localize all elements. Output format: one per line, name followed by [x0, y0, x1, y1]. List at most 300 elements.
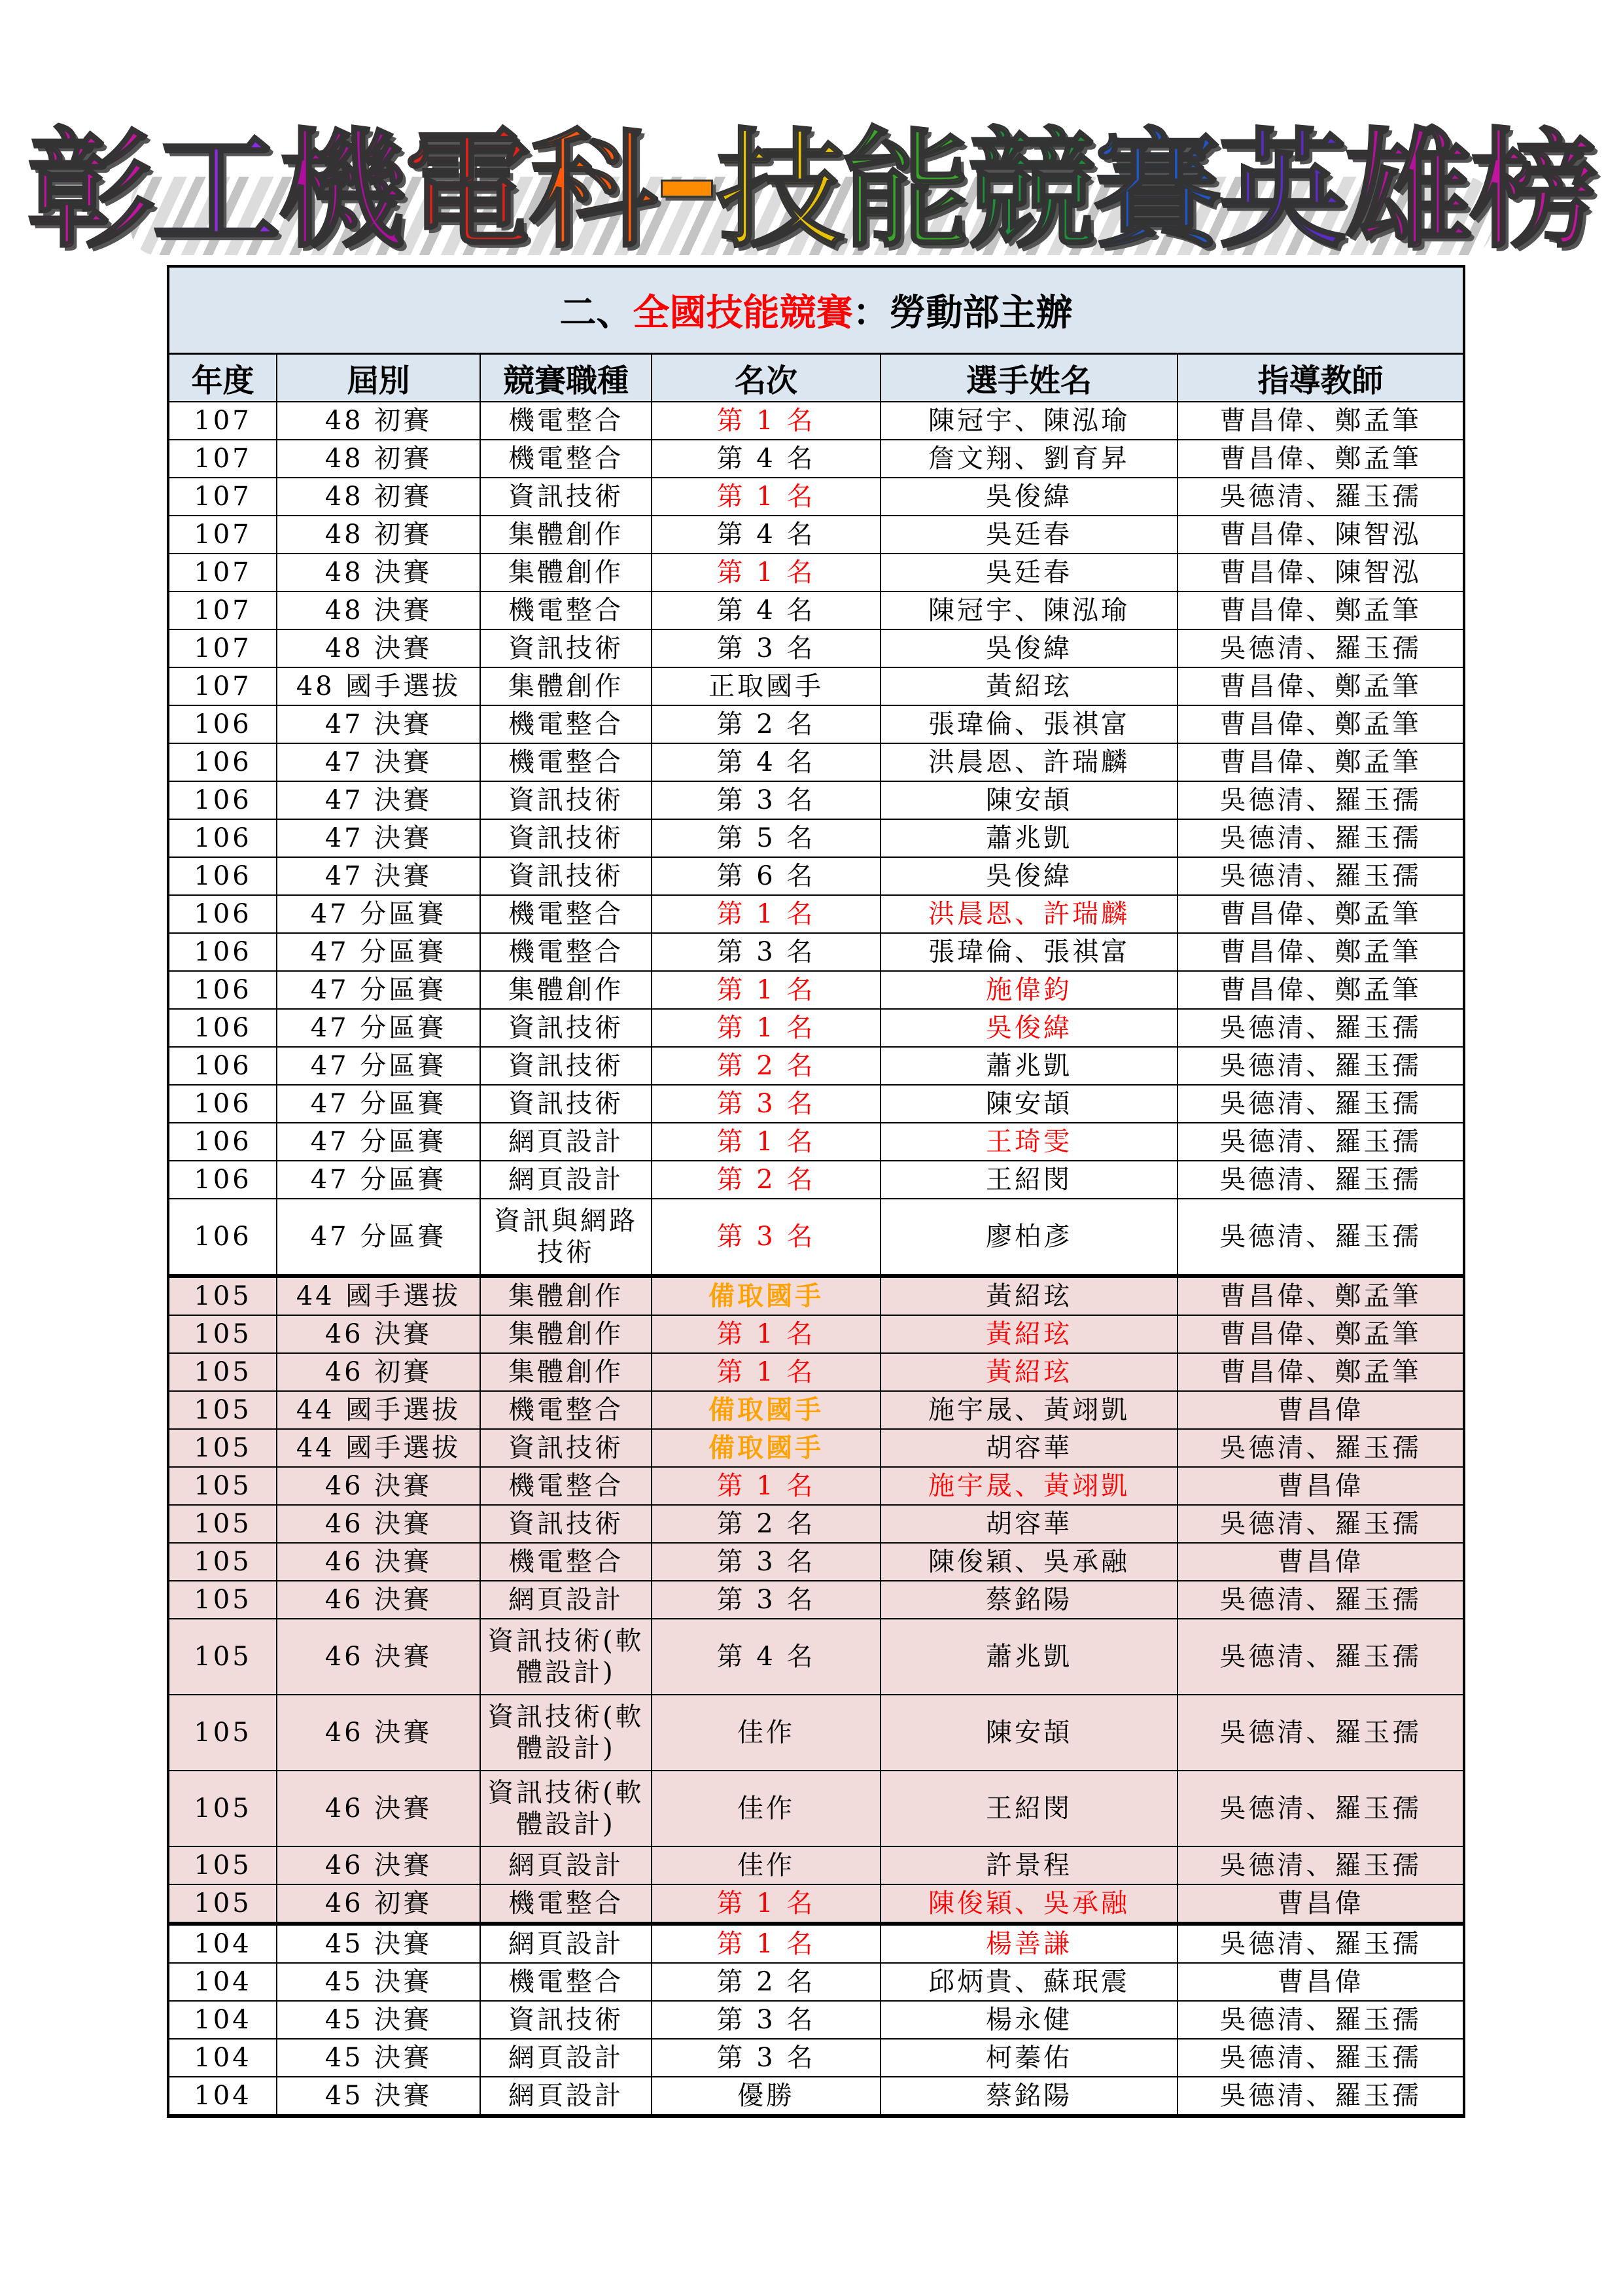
cell-trade: 資訊技術(軟體設計): [480, 1771, 652, 1846]
cell-year: 106: [169, 819, 277, 857]
cell-session: 46 決賽: [277, 1695, 480, 1771]
cell-year: 107: [169, 516, 277, 554]
table-row: [169, 895, 1463, 933]
cell-players: 張瑋倫、張祺富: [881, 705, 1178, 743]
table-row: [169, 1771, 1463, 1846]
cell-trade: 集體創作: [480, 554, 652, 592]
cell-session: 46 初賽: [277, 1353, 480, 1391]
cell-trade: 集體創作: [480, 516, 652, 554]
cell-teachers: 吳德清、羅玉孺: [1178, 819, 1463, 857]
cell-rank: 第 3 名: [652, 1581, 881, 1619]
header-year: 年度: [169, 355, 277, 402]
banner-title-char: 科: [529, 116, 655, 266]
table-row: [169, 1085, 1463, 1123]
cell-teachers: 吳德清、羅玉孺: [1178, 1619, 1463, 1695]
cell-teachers: 吳德清、羅玉孺: [1178, 1505, 1463, 1543]
cell-rank: 第 3 名: [652, 2039, 881, 2077]
cell-session: 46 決賽: [277, 1505, 480, 1543]
cell-session: 44 國手選拔: [277, 1276, 480, 1315]
cell-session: 47 分區賽: [277, 1047, 480, 1085]
cell-rank: 第 1 名: [652, 1467, 881, 1505]
results-sheet: [167, 265, 1465, 2118]
cell-session: 47 分區賽: [277, 1085, 480, 1123]
table-row: [169, 1123, 1463, 1161]
cell-session: 48 決賽: [277, 554, 480, 592]
cell-players: 蕭兆凱: [881, 1619, 1178, 1695]
cell-rank: 第 4 名: [652, 592, 881, 629]
cell-year: 105: [169, 1429, 277, 1467]
cell-rank: 第 1 名: [652, 1123, 881, 1161]
table-row: [169, 402, 1463, 440]
cell-session: 47 決賽: [277, 781, 480, 819]
cell-players: 黃紹玹: [881, 1276, 1178, 1315]
cell-year: 104: [169, 2039, 277, 2077]
cell-teachers: 吳德清、羅玉孺: [1178, 1924, 1463, 1963]
cell-players: 吳俊緯: [881, 1009, 1178, 1047]
caption-suffix: ：勞動部主辦: [852, 292, 1073, 334]
banner-title-char: 賽: [1093, 116, 1219, 266]
cell-year: 105: [169, 1543, 277, 1581]
cell-teachers: 曹昌偉、鄭孟筆: [1178, 667, 1463, 705]
cell-players: 蔡銘陽: [881, 2077, 1178, 2115]
table-row: [169, 1353, 1463, 1391]
cell-session: 47 分區賽: [277, 1009, 480, 1047]
table-row: [169, 1619, 1463, 1695]
cell-year: 106: [169, 1123, 277, 1161]
cell-trade: 資訊技術(軟體設計): [480, 1695, 652, 1771]
cell-year: 106: [169, 1009, 277, 1047]
table-row: [169, 743, 1463, 781]
cell-trade: 機電整合: [480, 1391, 652, 1429]
cell-teachers: 曹昌偉、鄭孟筆: [1178, 402, 1463, 440]
table-row: [169, 857, 1463, 895]
cell-trade: 機電整合: [480, 1884, 652, 1924]
cell-trade: 網頁設計: [480, 1123, 652, 1161]
cell-year: 106: [169, 1047, 277, 1085]
cell-trade: 資訊技術: [480, 819, 652, 857]
cell-players: 廖柏彥: [881, 1199, 1178, 1276]
cell-teachers: 吳德清、羅玉孺: [1178, 1123, 1463, 1161]
cell-teachers: 曹昌偉: [1178, 1963, 1463, 2001]
cell-players: 黃紹玹: [881, 667, 1178, 705]
cell-players: 楊永健: [881, 2001, 1178, 2039]
table-row: [169, 1846, 1463, 1884]
cell-trade: 資訊技術: [480, 629, 652, 667]
table-caption: [169, 268, 1463, 355]
cell-session: 45 決賽: [277, 1963, 480, 2001]
cell-year: 106: [169, 705, 277, 743]
banner-title: [26, 98, 1596, 266]
cell-players: 吳廷春: [881, 554, 1178, 592]
cell-session: 47 決賽: [277, 857, 480, 895]
cell-session: 45 決賽: [277, 2001, 480, 2039]
cell-players: 黃紹玹: [881, 1315, 1178, 1353]
cell-year: 107: [169, 402, 277, 440]
cell-rank: 第 1 名: [652, 1009, 881, 1047]
cell-session: 48 國手選拔: [277, 667, 480, 705]
cell-rank: 第 6 名: [652, 857, 881, 895]
cell-teachers: 吳德清、羅玉孺: [1178, 781, 1463, 819]
cell-trade: 機電整合: [480, 402, 652, 440]
cell-year: 105: [169, 1315, 277, 1353]
cell-rank: 佳作: [652, 1771, 881, 1846]
cell-session: 47 分區賽: [277, 1161, 480, 1199]
cell-rank: 備取國手: [652, 1391, 881, 1429]
cell-trade: 資訊與網路技術: [480, 1199, 652, 1276]
cell-rank: 第 3 名: [652, 1085, 881, 1123]
table-row: [169, 592, 1463, 629]
table-row: [169, 1199, 1463, 1276]
table-row: [169, 1429, 1463, 1467]
table-row: [169, 1391, 1463, 1429]
cell-trade: 機電整合: [480, 592, 652, 629]
banner-title-char: 彰: [26, 116, 152, 266]
cell-teachers: 吳德清、羅玉孺: [1178, 1161, 1463, 1199]
cell-teachers: 吳德清、羅玉孺: [1178, 1695, 1463, 1771]
caption-prefix: 二、: [559, 292, 633, 334]
cell-players: 施偉鈞: [881, 971, 1178, 1009]
cell-players: 詹文翔、劉育昇: [881, 440, 1178, 478]
cell-teachers: 曹昌偉、鄭孟筆: [1178, 1353, 1463, 1391]
cell-trade: 機電整合: [480, 1963, 652, 2001]
cell-trade: 集體創作: [480, 1315, 652, 1353]
cell-year: 107: [169, 554, 277, 592]
cell-rank: 正取國手: [652, 667, 881, 705]
cell-players: 吳廷春: [881, 516, 1178, 554]
cell-session: 48 決賽: [277, 629, 480, 667]
cell-year: 105: [169, 1846, 277, 1884]
cell-players: 洪晨恩、許瑞麟: [881, 743, 1178, 781]
cell-teachers: 曹昌偉、鄭孟筆: [1178, 743, 1463, 781]
cell-teachers: 吳德清、羅玉孺: [1178, 1771, 1463, 1846]
cell-players: 王琦雯: [881, 1123, 1178, 1161]
table-row: [169, 1276, 1463, 1315]
cell-players: 王紹閔: [881, 1161, 1178, 1199]
cell-trade: 集體創作: [480, 1353, 652, 1391]
cell-rank: 備取國手: [652, 1276, 881, 1315]
cell-players: 吳俊緯: [881, 478, 1178, 516]
cell-session: 46 決賽: [277, 1846, 480, 1884]
table-row: [169, 2039, 1463, 2077]
cell-trade: 網頁設計: [480, 1924, 652, 1963]
cell-players: 柯蓁佑: [881, 2039, 1178, 2077]
cell-session: 46 決賽: [277, 1771, 480, 1846]
cell-session: 46 決賽: [277, 1619, 480, 1695]
table-row: [169, 1467, 1463, 1505]
cell-players: 陳俊穎、吳承融: [881, 1543, 1178, 1581]
cell-rank: 第 1 名: [652, 1924, 881, 1963]
cell-teachers: 曹昌偉: [1178, 1467, 1463, 1505]
cell-rank: 第 4 名: [652, 743, 881, 781]
cell-trade: 資訊技術: [480, 1505, 652, 1543]
table-row: [169, 1581, 1463, 1619]
table-row: [169, 1543, 1463, 1581]
cell-rank: 第 3 名: [652, 629, 881, 667]
cell-trade: 資訊技術: [480, 1085, 652, 1123]
cell-players: 施宇晟、黃翊凱: [881, 1391, 1178, 1429]
cell-teachers: 吳德清、羅玉孺: [1178, 1199, 1463, 1276]
cell-teachers: 吳德清、羅玉孺: [1178, 478, 1463, 516]
cell-session: 46 決賽: [277, 1467, 480, 1505]
cell-rank: 第 3 名: [652, 2001, 881, 2039]
cell-rank: 佳作: [652, 1695, 881, 1771]
cell-teachers: 吳德清、羅玉孺: [1178, 2039, 1463, 2077]
cell-teachers: 曹昌偉: [1178, 1884, 1463, 1924]
cell-rank: 第 1 名: [652, 895, 881, 933]
cell-teachers: 曹昌偉: [1178, 1543, 1463, 1581]
banner-title-char: –: [654, 105, 716, 255]
cell-year: 106: [169, 971, 277, 1009]
cell-teachers: 曹昌偉、鄭孟筆: [1178, 971, 1463, 1009]
cell-rank: 第 3 名: [652, 933, 881, 971]
cell-session: 47 決賽: [277, 819, 480, 857]
cell-players: 黃紹玹: [881, 1353, 1178, 1391]
cell-trade: 網頁設計: [480, 1161, 652, 1199]
cell-session: 47 分區賽: [277, 971, 480, 1009]
table-row: [169, 554, 1463, 592]
table-row: [169, 629, 1463, 667]
header-rank: 名次: [652, 355, 881, 402]
cell-teachers: 吳德清、羅玉孺: [1178, 1429, 1463, 1467]
cell-session: 45 決賽: [277, 2039, 480, 2077]
results-table: [169, 355, 1463, 2115]
cell-year: 105: [169, 1353, 277, 1391]
table-row: [169, 1009, 1463, 1047]
cell-trade: 資訊技術: [480, 1009, 652, 1047]
cell-teachers: 曹昌偉: [1178, 1391, 1463, 1429]
cell-teachers: 吳德清、羅玉孺: [1178, 857, 1463, 895]
cell-rank: 備取國手: [652, 1429, 881, 1467]
cell-trade: 機電整合: [480, 895, 652, 933]
cell-session: 48 初賽: [277, 516, 480, 554]
cell-trade: 資訊技術: [480, 857, 652, 895]
cell-teachers: 曹昌偉、鄭孟筆: [1178, 592, 1463, 629]
cell-session: 46 決賽: [277, 1543, 480, 1581]
cell-players: 蕭兆凱: [881, 1047, 1178, 1085]
cell-session: 44 國手選拔: [277, 1391, 480, 1429]
cell-session: 44 國手選拔: [277, 1429, 480, 1467]
table-row: [169, 1695, 1463, 1771]
cell-year: 107: [169, 478, 277, 516]
cell-players: 施宇晟、黃翊凱: [881, 1467, 1178, 1505]
cell-trade: 機電整合: [480, 1467, 652, 1505]
cell-trade: 資訊技術: [480, 781, 652, 819]
banner-title-char: 能: [842, 116, 968, 266]
cell-trade: 資訊技術: [480, 478, 652, 516]
cell-trade: 網頁設計: [480, 1846, 652, 1884]
cell-year: 104: [169, 1963, 277, 2001]
cell-players: 胡容華: [881, 1505, 1178, 1543]
cell-year: 104: [169, 1924, 277, 1963]
cell-trade: 機電整合: [480, 1543, 652, 1581]
banner-title-char: 工: [152, 116, 278, 266]
cell-teachers: 吳德清、羅玉孺: [1178, 629, 1463, 667]
cell-session: 47 分區賽: [277, 1199, 480, 1276]
cell-rank: 第 1 名: [652, 554, 881, 592]
cell-year: 106: [169, 781, 277, 819]
cell-year: 105: [169, 1505, 277, 1543]
cell-teachers: 曹昌偉、鄭孟筆: [1178, 705, 1463, 743]
table-row: [169, 2001, 1463, 2039]
table-body: [169, 402, 1463, 2115]
cell-players: 陳冠宇、陳泓瑜: [881, 592, 1178, 629]
cell-trade: 機電整合: [480, 440, 652, 478]
cell-rank: 第 1 名: [652, 1315, 881, 1353]
cell-trade: 集體創作: [480, 667, 652, 705]
table-row: [169, 440, 1463, 478]
cell-trade: 網頁設計: [480, 2077, 652, 2115]
cell-session: 45 決賽: [277, 1924, 480, 1963]
cell-rank: 第 3 名: [652, 1199, 881, 1276]
cell-teachers: 曹昌偉、陳智泓: [1178, 516, 1463, 554]
cell-year: 107: [169, 440, 277, 478]
banner-title-char: 榜: [1470, 116, 1596, 266]
header-players: 選手姓名: [881, 355, 1178, 402]
cell-trade: 網頁設計: [480, 2039, 652, 2077]
cell-trade: 資訊技術: [480, 2001, 652, 2039]
cell-rank: 第 4 名: [652, 440, 881, 478]
cell-rank: 第 2 名: [652, 1047, 881, 1085]
cell-year: 105: [169, 1771, 277, 1846]
cell-players: 蕭兆凱: [881, 819, 1178, 857]
cell-teachers: 吳德清、羅玉孺: [1178, 1047, 1463, 1085]
table-row: [169, 819, 1463, 857]
cell-year: 106: [169, 933, 277, 971]
banner-title-char: 英: [1219, 116, 1345, 266]
cell-players: 洪晨恩、許瑞麟: [881, 895, 1178, 933]
cell-trade: 機電整合: [480, 933, 652, 971]
cell-trade: 集體創作: [480, 971, 652, 1009]
cell-year: 105: [169, 1619, 277, 1695]
cell-session: 47 決賽: [277, 705, 480, 743]
cell-players: 吳俊緯: [881, 857, 1178, 895]
cell-trade: 網頁設計: [480, 1581, 652, 1619]
banner-title-char: 技: [716, 116, 842, 266]
cell-trade: 機電整合: [480, 705, 652, 743]
cell-players: 陳安頡: [881, 1085, 1178, 1123]
banner-title-char: 競: [968, 116, 1094, 266]
cell-players: 蔡銘陽: [881, 1581, 1178, 1619]
table-row: [169, 1884, 1463, 1924]
cell-session: 47 分區賽: [277, 895, 480, 933]
cell-rank: 第 3 名: [652, 781, 881, 819]
cell-year: 105: [169, 1695, 277, 1771]
cell-year: 104: [169, 2077, 277, 2115]
table-row: [169, 1315, 1463, 1353]
cell-teachers: 吳德清、羅玉孺: [1178, 2077, 1463, 2115]
cell-teachers: 吳德清、羅玉孺: [1178, 1581, 1463, 1619]
cell-teachers: 曹昌偉、鄭孟筆: [1178, 440, 1463, 478]
cell-players: 吳俊緯: [881, 629, 1178, 667]
table-row: [169, 667, 1463, 705]
cell-teachers: 吳德清、羅玉孺: [1178, 1085, 1463, 1123]
cell-teachers: 曹昌偉、鄭孟筆: [1178, 1276, 1463, 1315]
cell-year: 107: [169, 629, 277, 667]
cell-players: 陳冠宇、陳泓瑜: [881, 402, 1178, 440]
cell-trade: 集體創作: [480, 1276, 652, 1315]
header-trade: 競賽職種: [480, 355, 652, 402]
cell-year: 105: [169, 1467, 277, 1505]
cell-session: 47 分區賽: [277, 1123, 480, 1161]
table-row: [169, 705, 1463, 743]
cell-year: 107: [169, 592, 277, 629]
banner: [26, 98, 1596, 268]
cell-session: 46 初賽: [277, 1884, 480, 1924]
caption-highlight: 全國技能競賽: [633, 292, 853, 334]
cell-players: 張瑋倫、張祺富: [881, 933, 1178, 971]
cell-year: 107: [169, 667, 277, 705]
cell-trade: 資訊技術(軟體設計): [480, 1619, 652, 1695]
cell-rank: 第 1 名: [652, 1353, 881, 1391]
cell-players: 王紹閔: [881, 1771, 1178, 1846]
table-row: [169, 933, 1463, 971]
table-row: [169, 1505, 1463, 1543]
cell-session: 46 決賽: [277, 1315, 480, 1353]
cell-teachers: 吳德清、羅玉孺: [1178, 2001, 1463, 2039]
cell-players: 陳安頡: [881, 1695, 1178, 1771]
cell-players: 陳安頡: [881, 781, 1178, 819]
cell-rank: 第 4 名: [652, 516, 881, 554]
cell-rank: 第 1 名: [652, 402, 881, 440]
cell-year: 106: [169, 1199, 277, 1276]
cell-session: 45 決賽: [277, 2077, 480, 2115]
banner-title-char: 雄: [1344, 116, 1471, 266]
cell-rank: 佳作: [652, 1846, 881, 1884]
cell-rank: 第 2 名: [652, 1161, 881, 1199]
cell-session: 48 決賽: [277, 592, 480, 629]
table-row: [169, 781, 1463, 819]
banner-title-char: 機: [277, 116, 404, 266]
header-session: 屆別: [277, 355, 480, 402]
cell-session: 47 分區賽: [277, 933, 480, 971]
cell-rank: 第 1 名: [652, 478, 881, 516]
header-teachers: 指導教師: [1178, 355, 1463, 402]
header-row: [169, 355, 1463, 402]
cell-year: 105: [169, 1581, 277, 1619]
cell-teachers: 曹昌偉、陳智泓: [1178, 554, 1463, 592]
cell-session: 48 初賽: [277, 440, 480, 478]
cell-trade: 資訊技術: [480, 1429, 652, 1467]
table-row: [169, 516, 1463, 554]
cell-teachers: 曹昌偉、鄭孟筆: [1178, 933, 1463, 971]
table-row: [169, 478, 1463, 516]
cell-teachers: 曹昌偉、鄭孟筆: [1178, 895, 1463, 933]
cell-year: 106: [169, 895, 277, 933]
cell-rank: 第 1 名: [652, 1884, 881, 1924]
cell-rank: 第 2 名: [652, 705, 881, 743]
table-row: [169, 1047, 1463, 1085]
cell-year: 106: [169, 857, 277, 895]
cell-year: 105: [169, 1276, 277, 1315]
cell-rank: 第 2 名: [652, 1963, 881, 2001]
cell-teachers: 曹昌偉、鄭孟筆: [1178, 1315, 1463, 1353]
banner-title-char: 電: [403, 116, 529, 266]
cell-players: 胡容華: [881, 1429, 1178, 1467]
cell-session: 47 決賽: [277, 743, 480, 781]
table-row: [169, 1963, 1463, 2001]
cell-year: 106: [169, 1161, 277, 1199]
cell-session: 48 初賽: [277, 402, 480, 440]
table-row: [169, 971, 1463, 1009]
table-row: [169, 1924, 1463, 1963]
table-row: [169, 2077, 1463, 2115]
cell-trade: 機電整合: [480, 743, 652, 781]
cell-players: 許景程: [881, 1846, 1178, 1884]
cell-rank: 第 1 名: [652, 971, 881, 1009]
cell-year: 105: [169, 1884, 277, 1924]
cell-players: 邱炳貴、蘇珉震: [881, 1963, 1178, 2001]
cell-teachers: 吳德清、羅玉孺: [1178, 1009, 1463, 1047]
